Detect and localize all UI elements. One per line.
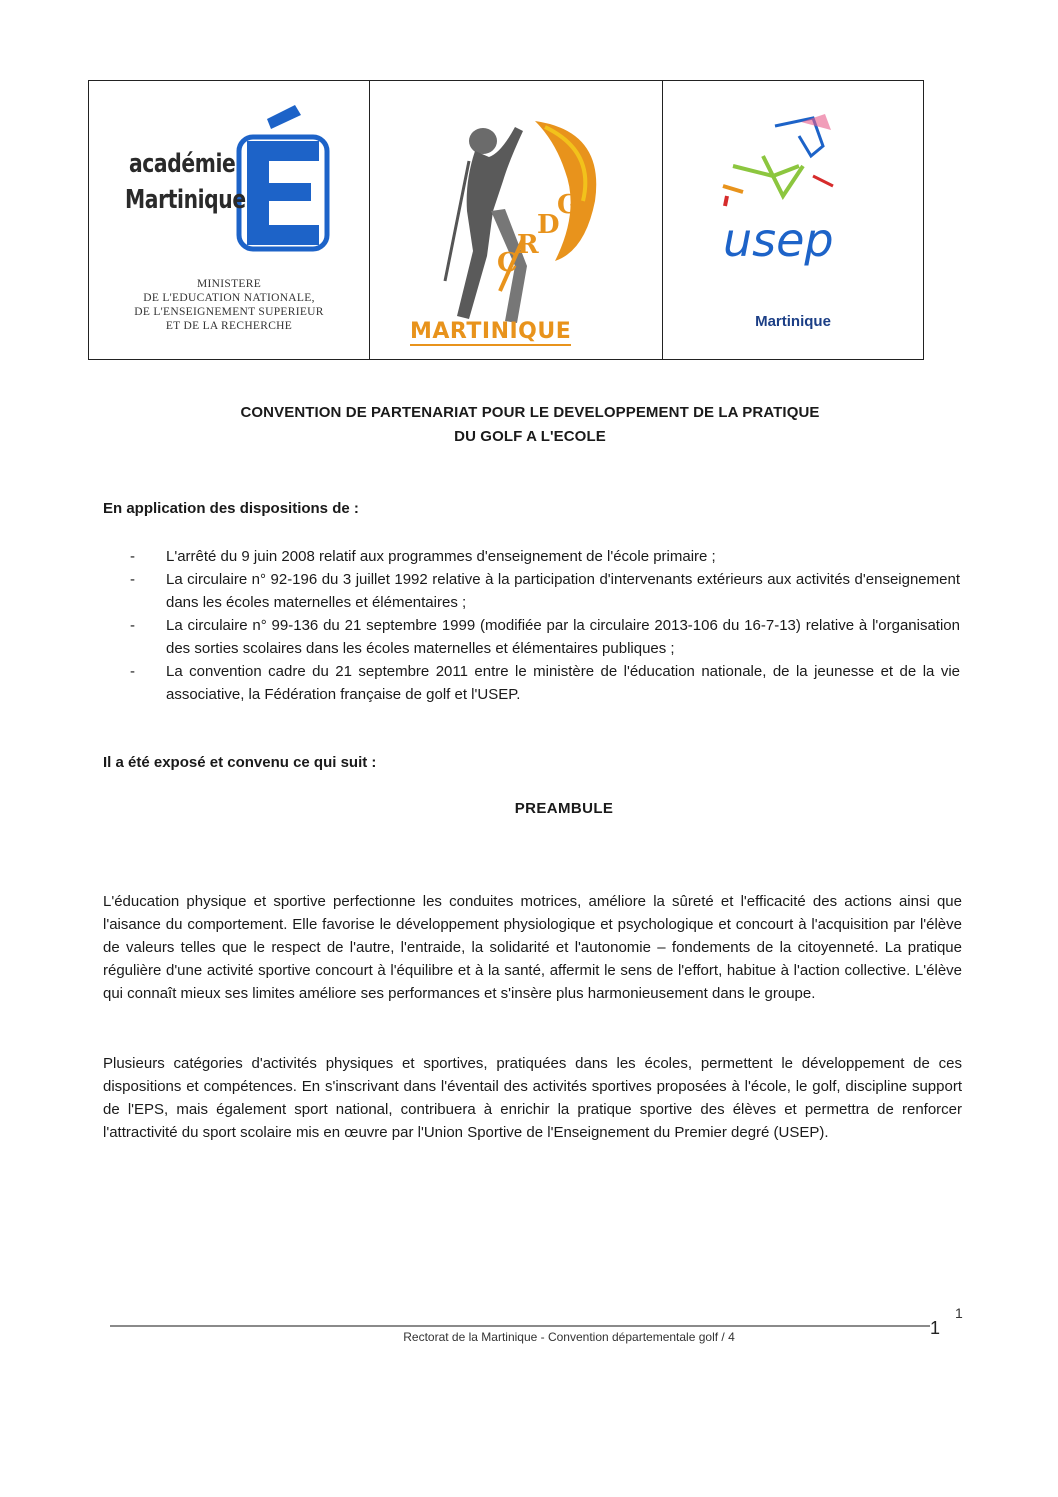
crdg-letter: G xyxy=(557,190,580,220)
footer-text: Rectorat de la Martinique - Convention départementale golf / 4 xyxy=(403,1330,735,1344)
list-item xyxy=(130,545,960,568)
crdg-cell xyxy=(369,81,662,359)
bullet-dash: - xyxy=(130,617,135,634)
document-title-line-2: DU GOLF A L'ECOLE xyxy=(454,428,606,445)
usep-logo xyxy=(703,106,893,306)
document-title-line-1: CONVENTION DE PARTENARIAT POUR LE DEVELOPPEMENT DE LA PRATIQUE xyxy=(240,404,820,421)
ministry-line: MINISTERE xyxy=(196,278,262,290)
ministry-name xyxy=(89,277,369,333)
header-logo-table xyxy=(88,80,924,360)
usep-cell xyxy=(662,81,923,359)
list-item-text: La convention cadre du 21 septembre 2011 entre le ministère de l'éducation nationale, de la jeunesse et de la vie associative, la Fédération française de golf et l'USEP. xyxy=(166,663,960,703)
bullet-dash: - xyxy=(130,663,135,680)
academie-word: académie xyxy=(129,149,236,179)
list-item xyxy=(130,568,960,614)
usep-figure-icon xyxy=(703,106,893,306)
footer-divider xyxy=(110,1325,930,1327)
list-item-text: La circulaire n° 99-136 du 21 septembre 1999 (modifiée par la circulaire 2013-106 du 16-7-13) relative à l'organisation des sorties scolaires dans les écoles maternelles et élémentaires publiques ; xyxy=(166,617,960,657)
ministry-line: DE L'ENSEIGNEMENT SUPERIEUR xyxy=(134,306,324,318)
crdg-letter: R xyxy=(517,230,539,260)
page-number: 1 xyxy=(955,1305,963,1321)
footer-mark: 1 xyxy=(930,1318,941,1338)
crdg-letter: D xyxy=(537,210,560,240)
preamble-title: PREAMBULE xyxy=(514,800,614,817)
preamble-paragraph-2: Plusieurs catégories d'activités physiques et sportives, pratiquées dans les écoles, permettent le développement de ces dispositions et compétences. En s'inscrivant dans l'éventail des activités sportives proposées à l'école, le golf, discipline support de l'EPS, mais également sport national, contribuera à enrichir la pratique sportive des élèves et permettra de renforcer l'attractivité du sport scolaire mis en œuvre par l'Union Sportive de l'Enseignement du Premier degré (USEP). xyxy=(103,1055,962,1141)
academie-logo xyxy=(119,99,339,289)
expose-heading: Il a été exposé et convenu ce qui suit : xyxy=(103,754,377,771)
bullet-dash: - xyxy=(130,571,135,588)
list-item xyxy=(130,614,960,660)
martinique-word: Martinique xyxy=(125,185,246,215)
list-item xyxy=(130,660,960,706)
golfer-icon xyxy=(405,91,635,346)
crdg-letter: C xyxy=(497,248,518,278)
ministry-line: ET DE LA RECHERCHE xyxy=(165,320,293,332)
ministry-line: DE L'EDUCATION NATIONALE, xyxy=(143,292,315,304)
list-item-text: L'arrêté du 9 juin 2008 relatif aux programmes d'enseignement de l'école primaire ; xyxy=(166,548,716,565)
application-heading: En application des dispositions de : xyxy=(103,500,359,517)
crdg-logo xyxy=(405,91,635,346)
crdg-region: MARTINIQUE xyxy=(410,319,572,344)
dispositions-list xyxy=(130,545,960,706)
usep-region: Martinique xyxy=(755,313,831,330)
usep-word: usep xyxy=(723,213,834,267)
list-item-text: La circulaire n° 92-196 du 3 juillet 1992 relative à la participation d'intervenants extérieurs aux activités d'enseignement dans les écoles maternelles et élémentaires ; xyxy=(166,571,960,611)
preamble-paragraph-1: L'éducation physique et sportive perfectionne les conduites motrices, améliore la sûreté et l'efficacité des actions ainsi que l'aisance du comportement. Elle favorise le développement physiologique et psychologique et concourt à l'acquisition par l'élève de valeurs telles que le respect de l'autre, l'entraide, la solidarité et l'autonomie – fondements de la citoyenneté. La pratique régulière d'une activité sportive concourt à l'équilibre et à la santé, affermit le sens de l'effort, habitue à l'action collective. L'élève qui connaît mieux ses limites améliore ses performances et s'insère plus harmonieusement dans le groupe. xyxy=(103,893,962,1002)
bullet-dash: - xyxy=(130,548,135,565)
academie-cell xyxy=(89,81,369,359)
